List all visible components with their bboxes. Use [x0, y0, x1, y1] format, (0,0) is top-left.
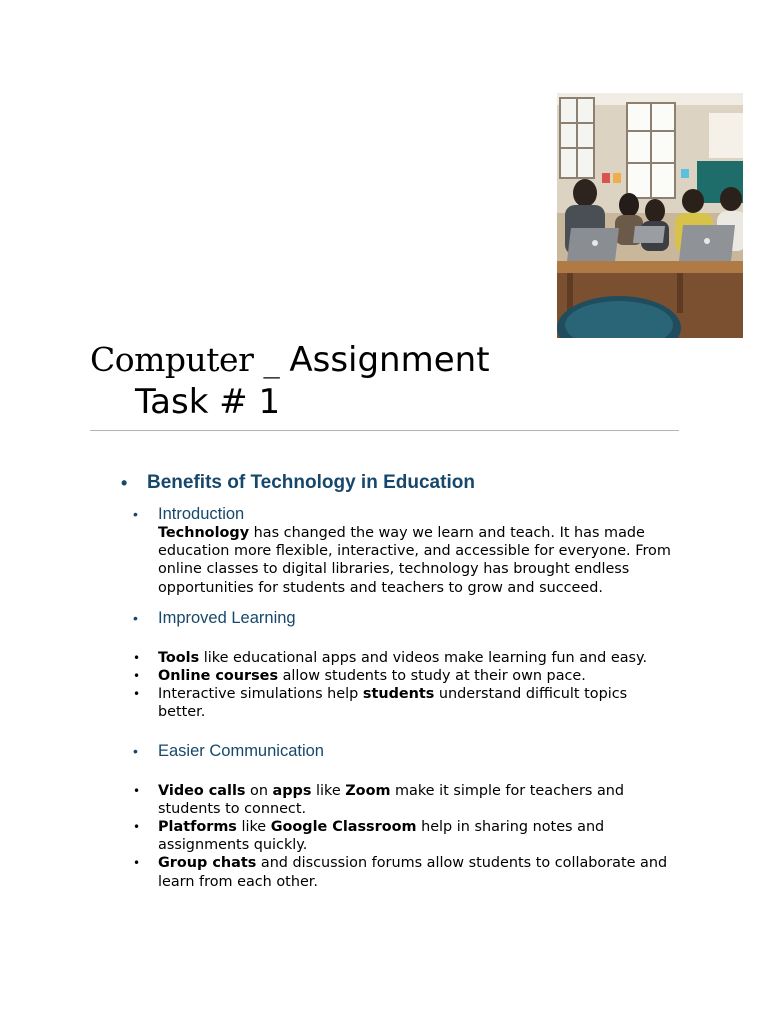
item-text: Interactive simulations help: [158, 686, 363, 703]
title-word-computer: Computer _: [90, 340, 290, 379]
list-item: [158, 685, 678, 721]
classroom-photo: [557, 93, 743, 338]
item-text: like: [311, 782, 346, 799]
section-bullet: •: [133, 609, 138, 626]
paragraph-bold-term: Technology: [158, 525, 250, 541]
bold-term: Google Classroom: [270, 819, 417, 836]
improved-learning-list: [0, 649, 768, 722]
section-heading-text: Easier Communication: [158, 741, 324, 760]
section-heading-text: Improved Learning: [158, 608, 296, 627]
list-item: [158, 649, 678, 667]
section-bullet: •: [133, 506, 138, 522]
bold-term: students: [362, 686, 435, 703]
paragraph-text: has changed the way we learn and teach. It has made education more flexible, interactive, and accessible for everyone. From online classes to digital libraries, technology has brought endless opportunities for students and teachers to grow and succeed.: [158, 525, 671, 596]
section-heading-text: Introduction: [158, 505, 245, 523]
main-heading-text: Benefits of Technology in Education: [147, 472, 475, 493]
item-text: and discussion forums allow students to collaborate and learn from each other.: [158, 855, 668, 890]
bold-term: Zoom: [345, 782, 391, 799]
item-text: help in sharing notes and assignments quickly.: [158, 819, 605, 854]
item-text: make it simple for teachers and students to connect.: [158, 782, 625, 817]
list-item: [158, 782, 678, 818]
bold-term: apps: [272, 782, 312, 799]
item-text: on: [245, 782, 273, 799]
main-heading-bullet: •: [121, 473, 128, 493]
bold-term: Group chats: [158, 855, 257, 872]
section-heading-improved-learning: [0, 608, 768, 628]
bold-term: Tools: [158, 649, 200, 666]
list-item: [158, 667, 678, 685]
main-heading: [0, 468, 768, 498]
page-title: [90, 340, 690, 424]
item-text: allow students to study at their own pace.: [278, 668, 586, 685]
title-divider: [90, 430, 679, 431]
easier-communication-list: [0, 782, 768, 891]
document-body: [0, 468, 768, 891]
bold-term: Video calls: [158, 782, 246, 799]
bold-term: Platforms: [158, 819, 237, 836]
list-item: [158, 818, 678, 854]
introduction-paragraph: [158, 524, 678, 597]
title-task-number: Task # 1: [135, 382, 281, 422]
section-heading-easier-communication: [0, 741, 768, 761]
list-item: [158, 854, 678, 890]
section-bullet: •: [133, 742, 138, 759]
bold-term: Online courses: [158, 668, 279, 685]
section-heading-introduction: [0, 504, 768, 524]
item-text: understand difficult topics better.: [158, 686, 628, 721]
title-word-assignment: Assignment: [289, 340, 490, 380]
item-text: like: [236, 819, 271, 836]
item-text: like educational apps and videos make learning fun and easy.: [199, 649, 648, 666]
